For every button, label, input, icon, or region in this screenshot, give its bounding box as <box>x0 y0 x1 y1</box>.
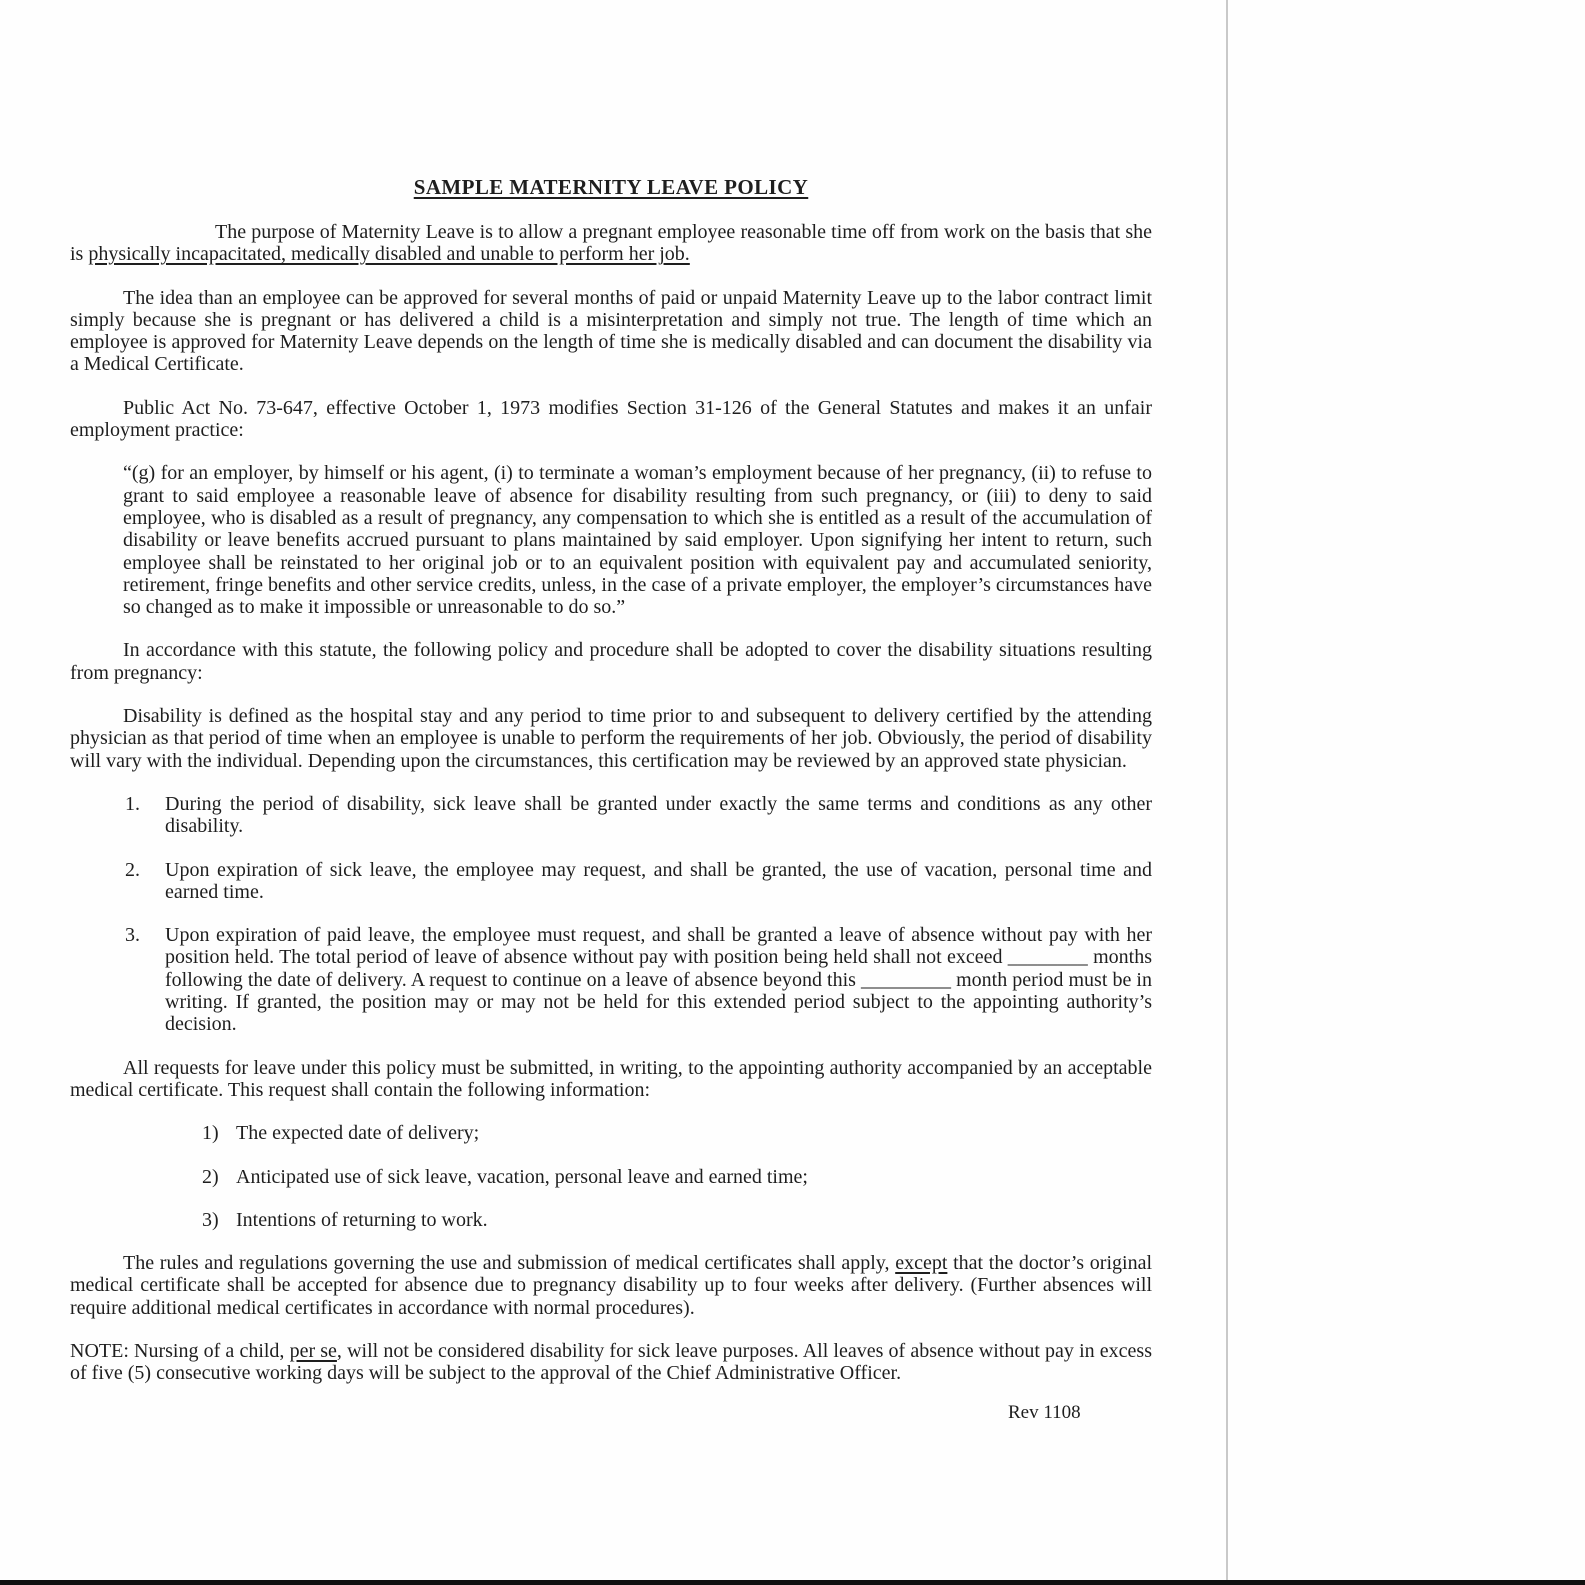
paragraph-disability-definition: Disability is defined as the hospital stay and any period to time prior to and subsequent to delivery certified by the attending physician as that period of time when an employee is unable to perform the requirements of her job. Obviously, the period of disability will vary with the individual. Depending upon the circumstances, this certification may be reviewed by an approved state physician. <box>70 705 1152 772</box>
paragraph-requests: All requests for leave under this policy must be submitted, in writing, to the appointing authority accompanied by an acceptable medical certificate. This request shall contain the following information: <box>70 1056 1152 1101</box>
policy-item-2 <box>70 859 1152 904</box>
request-item-3-number: 3) <box>202 1208 219 1231</box>
revision-label: Rev 1108 <box>1008 1401 1081 1423</box>
request-item-2 <box>70 1166 1152 1188</box>
request-item-2-number: 2) <box>202 1165 219 1188</box>
request-item-1-number: 1) <box>202 1122 219 1145</box>
request-item-3-text: Intentions of returning to work. <box>236 1208 488 1231</box>
policy-item-3 <box>70 924 1152 1035</box>
document-title-text: SAMPLE MATERNITY LEAVE POLICY <box>413 175 809 199</box>
paragraph-accordance: In accordance with this statute, the following policy and procedure shall be adopted to cover the disability situations resulting from pregnancy: <box>70 639 1152 684</box>
request-item-2-text: Anticipated use of sick leave, vacation, personal leave and earned time; <box>236 1165 808 1188</box>
paragraph-rules-text-post: that the doctor’s original medical certificate shall be accepted for absence due to pregnancy disability up to four weeks after delivery. (Further absences will require additional medical certificates in accordance with normal procedures). <box>70 1252 1152 1319</box>
policy-item-1-text: During the period of disability, sick leave shall be granted under exactly the same terms and conditions as any other disability. <box>165 792 1152 838</box>
page-edge-divider <box>1226 0 1228 1580</box>
policy-item-3-text: Upon expiration of paid leave, the employee must request, and shall be granted a leave of absence without pay with her position held. The total period of leave of absence without pay with position being held shall not exceed ________ months following the date of delivery. A request to continue on a leave of absence beyond this _________ month period must be in writing. If granted, the position may or may not be held for this extended period subject to the appointing authority’s decision. <box>165 924 1152 1036</box>
policy-item-1-number: 1. <box>125 792 140 815</box>
request-item-1 <box>70 1122 1152 1144</box>
document-title <box>70 174 1152 200</box>
policy-item-2-number: 2. <box>125 858 140 881</box>
paragraph-purpose <box>70 221 1152 266</box>
statute-blockquote: “(g) for an employer, by himself or his agent, (i) to terminate a woman’s employment because of her pregnancy, (ii) to refuse to grant to said employee a reasonable leave of absence for disability resulting from such pregnancy, or (iii) to deny to said employee, who is disabled as a result of pregnancy, any compensation to which she is entitled as a result of the accumulation of disability or leave benefits accrued pursuant to plans maintained by said employer. Upon signifying her intent to return, such employee shall be reinstated to her original job or to an equivalent position with equivalent pay and accumulated seniority, retirement, fringe benefits and other service credits, unless, in the case of a private employer, the employer’s circumstances have so changed as to make it impossible or unreasonable to do so.” <box>123 462 1152 619</box>
window-bottom-edge <box>0 1580 1585 1585</box>
paragraph-public-act: Public Act No. 73-647, effective October 1, 1973 modifies Section 31-126 of the General Statutes and makes it an unfair employment practice: <box>70 396 1152 442</box>
paragraph-purpose-underlined-text: physically incapacitated, medically disabled and unable to perform her job. <box>88 243 690 266</box>
paragraph-rules-underlined-text: except <box>895 1252 948 1275</box>
paragraph-idea: The idea than an employee can be approved for several months of paid or unpaid Maternity Leave up to the labor contract limit simply because she is pregnant or has delivered a child is a misinterpretation and simply not true. The length of time which an employee is approved for Maternity Leave depends on the length of time she is medically disabled and can document the disability via a Medical Certificate. <box>70 286 1152 376</box>
paragraph-note-underlined-text: per se <box>289 1339 337 1362</box>
paragraph-purpose-text: The purpose of Maternity Leave is to allow a pregnant employee reasonable time off from work on the basis that she is <box>70 221 1152 266</box>
paragraph-rules-text-pre: The rules and regulations governing the use and submission of medical certificates shall apply, <box>123 1252 896 1275</box>
policy-item-1 <box>70 793 1152 838</box>
paragraph-note-text-post: , will not be considered disability for sick leave purposes. All leaves of absence without pay in excess of five (5) consecutive working days will be subject to the approval of the Chief Administrative Officer. <box>70 1339 1152 1385</box>
request-item-3 <box>70 1209 1152 1231</box>
paragraph-note <box>70 1340 1152 1385</box>
document-body <box>70 0 1152 1424</box>
policy-item-2-text: Upon expiration of sick leave, the employee may request, and shall be granted, the use of vacation, personal time and earned time. <box>165 858 1152 903</box>
paragraph-rules <box>70 1252 1152 1319</box>
request-item-1-text: The expected date of delivery; <box>236 1122 480 1145</box>
policy-item-3-number: 3. <box>125 924 140 947</box>
paragraph-note-text-pre: NOTE: Nursing of a child, <box>70 1339 290 1362</box>
